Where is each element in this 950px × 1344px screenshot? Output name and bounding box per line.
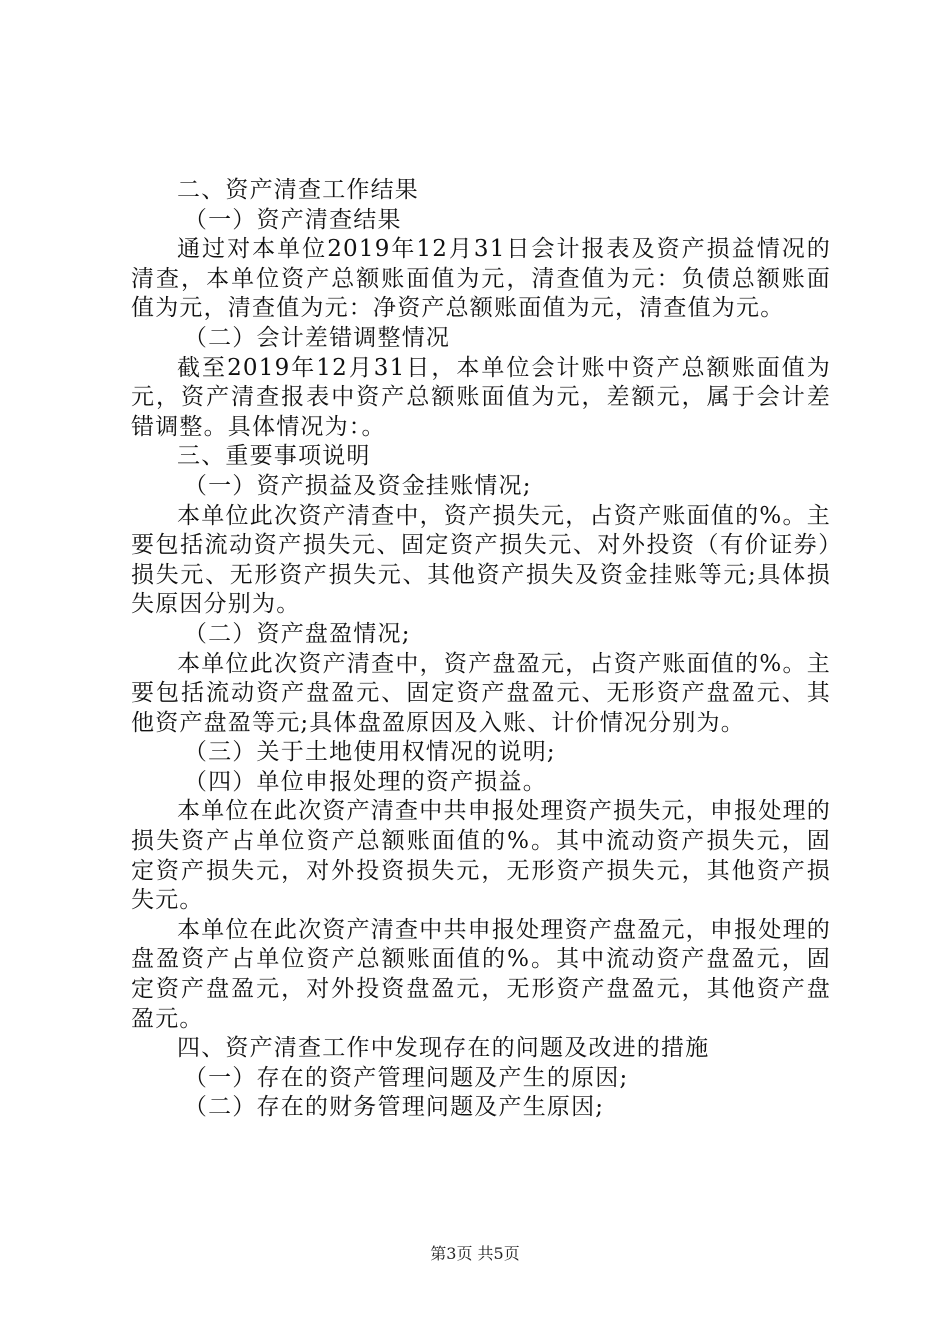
subsection-heading: （三）关于土地使用权情况的说明;	[183, 739, 556, 766]
section-heading-4: 四、资产清查工作中发现存在的问题及改进的措施	[177, 1035, 710, 1062]
subsection-heading: （一）资产清查结果	[183, 206, 402, 233]
subsection-heading: （二）资产盘盈情况;	[183, 620, 411, 647]
body-paragraph: 本单位在此次资产清查中共申报处理资产盘盈元，申报处理的盘盈资产占单位资产总额账面值的%。其中流动资产盘盈元，固定资产盘盈元，对外投资盘盈元，无形资产盘盈元，其他资产盘盈元。	[131, 916, 831, 1032]
body-paragraph: 本单位此次资产清查中，资产盘盈元，占资产账面值的%。主要包括流动资产盘盈元、固定资产盘盈元、无形资产盘盈元、其他资产盘盈等元;具体盘盈原因及入账、计价情况分别为。	[131, 650, 831, 736]
subsection-heading: （二）存在的财务管理问题及产生原因;	[183, 1094, 605, 1121]
section-heading-2: 二、资产清查工作结果	[177, 177, 419, 203]
subsection-heading: （四）单位申报处理的资产损益。	[183, 768, 547, 795]
subsection-heading: （一）资产损益及资金挂账情况;	[183, 472, 532, 499]
body-paragraph: 本单位在此次资产清查中共申报处理资产损失元，申报处理的损失资产占单位资产总额账面值的%。其中流动资产损失元，固定资产损失元，对外投资损失元，无形资产损失元，其他资产损失元。	[131, 798, 831, 914]
subsection-heading: （二）会计差错调整情况	[183, 324, 451, 351]
body-paragraph: 通过对本单位2019年12月31日会计报表及资产损益情况的清查，本单位资产总额账面值为元，清查值为元：负债总额账面值为元，清查值为元：净资产总额账面值为元，清查值为元。	[131, 236, 831, 322]
page-footer: 第3页 共5页	[430, 1244, 520, 1263]
body-paragraph: 本单位此次资产清查中，资产损失元，占资产账面值的%。主要包括流动资产损失元、固定资产损失元、对外投资（有价证券）损失元、无形资产损失元、其他资产损失及资金挂账等元;具体损失原因分别为。	[131, 502, 831, 618]
document-body	[131, 176, 831, 1123]
section-heading-3: 三、重要事项说明	[177, 443, 371, 470]
body-paragraph: 截至2019年12月31日，本单位会计账中资产总额账面值为元，资产清查报表中资产总额账面值为元，差额元，属于会计差错调整。具体情况为：。	[131, 354, 831, 440]
subsection-heading: （一）存在的资产管理问题及产生的原因;	[183, 1064, 629, 1091]
